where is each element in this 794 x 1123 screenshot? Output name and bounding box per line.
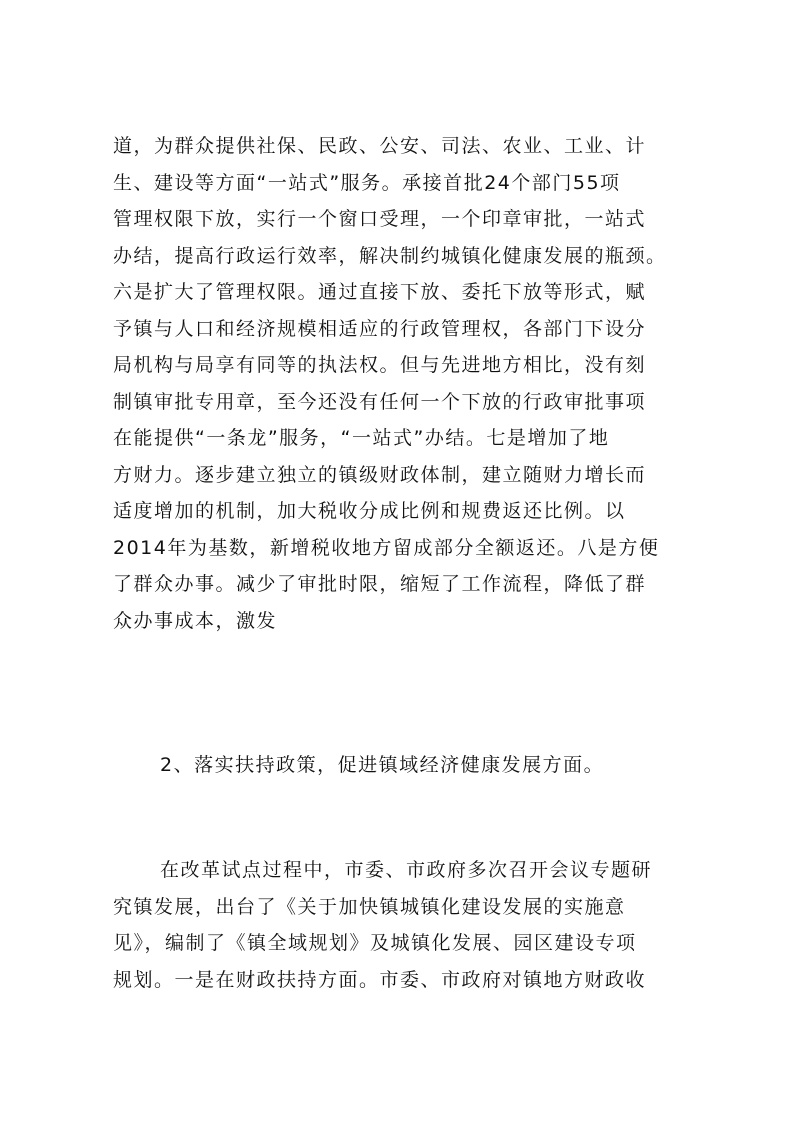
section-heading <box>160 747 685 784</box>
paragraph-line: 生、建设等方面“一站式”服务。承接首批24个部门55项 <box>113 171 621 194</box>
paragraph-line: 规划。一是在财政扶持方面。市委、市政府对镇地方财政收 <box>113 968 647 991</box>
paragraph-line: 管理权限下放，实行一个窗口受理，一个印章审批，一站式 <box>113 208 647 230</box>
paragraph-line: 2014年为基数，新增税收地方留成部分全额返还。八是方便 <box>113 536 660 559</box>
paragraph-line: 方财力。逐步建立独立的镇级财政体制，建立随财力增长而 <box>113 463 647 486</box>
body-paragraph <box>113 852 685 998</box>
body-paragraph <box>113 128 685 639</box>
paragraph-line: 制镇审批专用章，至今还没有任何一个下放的行政审批事项 <box>113 390 647 413</box>
paragraph-line: 了群众办事。减少了审批时限，缩短了工作流程，降低了群 <box>113 573 647 595</box>
paragraph-line: 在能提供“一条龙”服务，“一站式”办结。七是增加了地 <box>113 427 610 449</box>
paragraph-line: 众办事成本，激发 <box>113 609 278 632</box>
paragraph-line: 予镇与人口和经济规模相适应的行政管理权，各部门下设分 <box>113 317 647 340</box>
paragraph-line: 究镇发展，出台了《关于加快镇城镇化建设发展的实施意 <box>113 895 626 918</box>
paragraph-line: 局机构与局享有同等的执法权。但与先进地方相比，没有刻 <box>113 354 647 376</box>
paragraph-line: 见》，编制了《镇全域规划》及城镇化发展、园区建设专项 <box>113 932 637 954</box>
section-heading-text: 2、落实扶持政策，促进镇域经济健康发展方面。 <box>160 754 605 776</box>
paragraph-line: 办结，提高行政运行效率，解决制约城镇化健康发展的瓶颈。 <box>113 244 667 267</box>
paragraph-line: 适度增加的机制，加大税收分成比例和规费返还比例。以 <box>113 500 626 522</box>
paragraph-line: 道，为群众提供社保、民政、公安、司法、农业、工业、计 <box>113 135 647 157</box>
paragraph-line: 六是扩大了管理权限。通过直接下放、委托下放等形式，赋 <box>113 281 647 303</box>
paragraph-line: 在改革试点过程中，市委、市政府多次召开会议专题研 <box>160 859 653 881</box>
